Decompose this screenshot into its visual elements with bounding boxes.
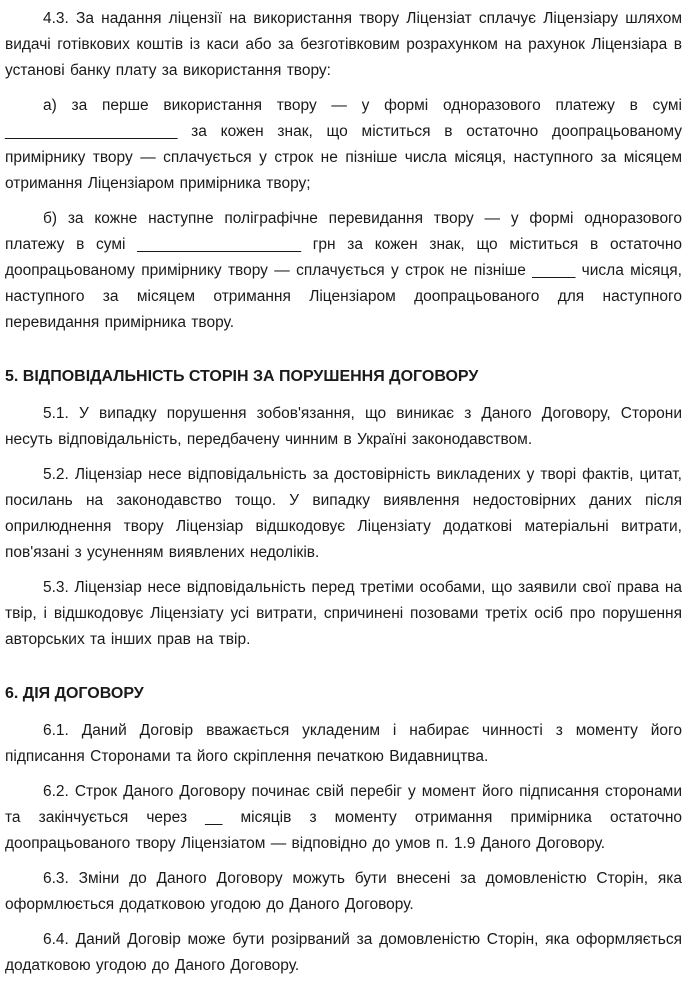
paragraph: 6.1. Даний Договір вважається укладеним і набирає чинності з моменту його підписання Сторонами та його скріплення печаткою Видавництва.	[5, 722, 682, 765]
paragraph: 4.3. За надання ліцензії на використання твору Ліцензіат сплачує Ліцензіару шляхом видачі готівкових коштів із каси або за безготівковим розрахунком на рахунок Ліцензіара в установі банку плату за використання твору:	[5, 10, 682, 79]
paragraph: 5.1. У випадку порушення зобов'язання, що виникає з Даного Договору, Сторони несуть відповідальність, передбачену чинним в Україні законодавством.	[5, 405, 682, 448]
document-body	[5, 6, 682, 979]
paragraph: а) за перше використання твору — у формі одноразового платежу в сумі ____________________ за кожен знак, що міститься в остаточно доопрацьованому примірнику твору — сплачується у строк не пізніше числа місяця, наступного за місяцем отримання Ліцензіаром примірника твору;	[5, 97, 682, 192]
section-heading: 6. ДІЯ ДОГОВОРУ	[5, 685, 144, 702]
paragraph: 6.3. Зміни до Даного Договору можуть бути внесені за домовленістю Сторін, яка оформлюється додатковою угодою до Даного Договору.	[5, 870, 682, 913]
paragraph: 6.4. Даний Договір може бути розірваний за домовленістю Сторін, яка оформляється додатковою угодою до Даного Договору.	[5, 931, 682, 974]
paragraph: 6.2. Строк Даного Договору починає свій перебіг у момент його підписання сторонами та закінчується через __ місяців з моменту отримання примірника остаточно доопрацьованого твору Ліцензіатом — відповідно до умов п. 1.9 Даного Договору.	[5, 783, 682, 852]
paragraph: 5.3. Ліцензіар несе відповідальність перед третіми особами, що заявили свої права на твір, і відшкодовує Ліцензіату усі витрати, спричинені позовами третіх осіб про порушення авторських та інших прав на твір.	[5, 579, 682, 648]
section-heading: 5. ВІДПОВІДАЛЬНІСТЬ СТОРІН ЗА ПОРУШЕННЯ ДОГОВОРУ	[5, 368, 479, 385]
paragraph: б) за кожне наступне поліграфічне перевидання твору — у формі одноразового платежу в сумі ___________________ грн за кожен знак, що міститься в остаточно доопрацьованому примірнику твору — сплачується у строк не пізніше _____ числа місяця, наступного за місяцем отримання Ліцензіаром доопрацьованого для наступного перевидання примірника твору.	[5, 210, 682, 331]
paragraph: 5.2. Ліцензіар несе відповідальність за достовірність викладених у творі фактів, цитат, посилань на законодавство тощо. У випадку виявлення недостовірних даних після оприлюднення твору Ліцензіар відшкодовує Ліцензіату додаткові матеріальні витрати, пов'язані з усуненням виявлених недоліків.	[5, 466, 682, 561]
